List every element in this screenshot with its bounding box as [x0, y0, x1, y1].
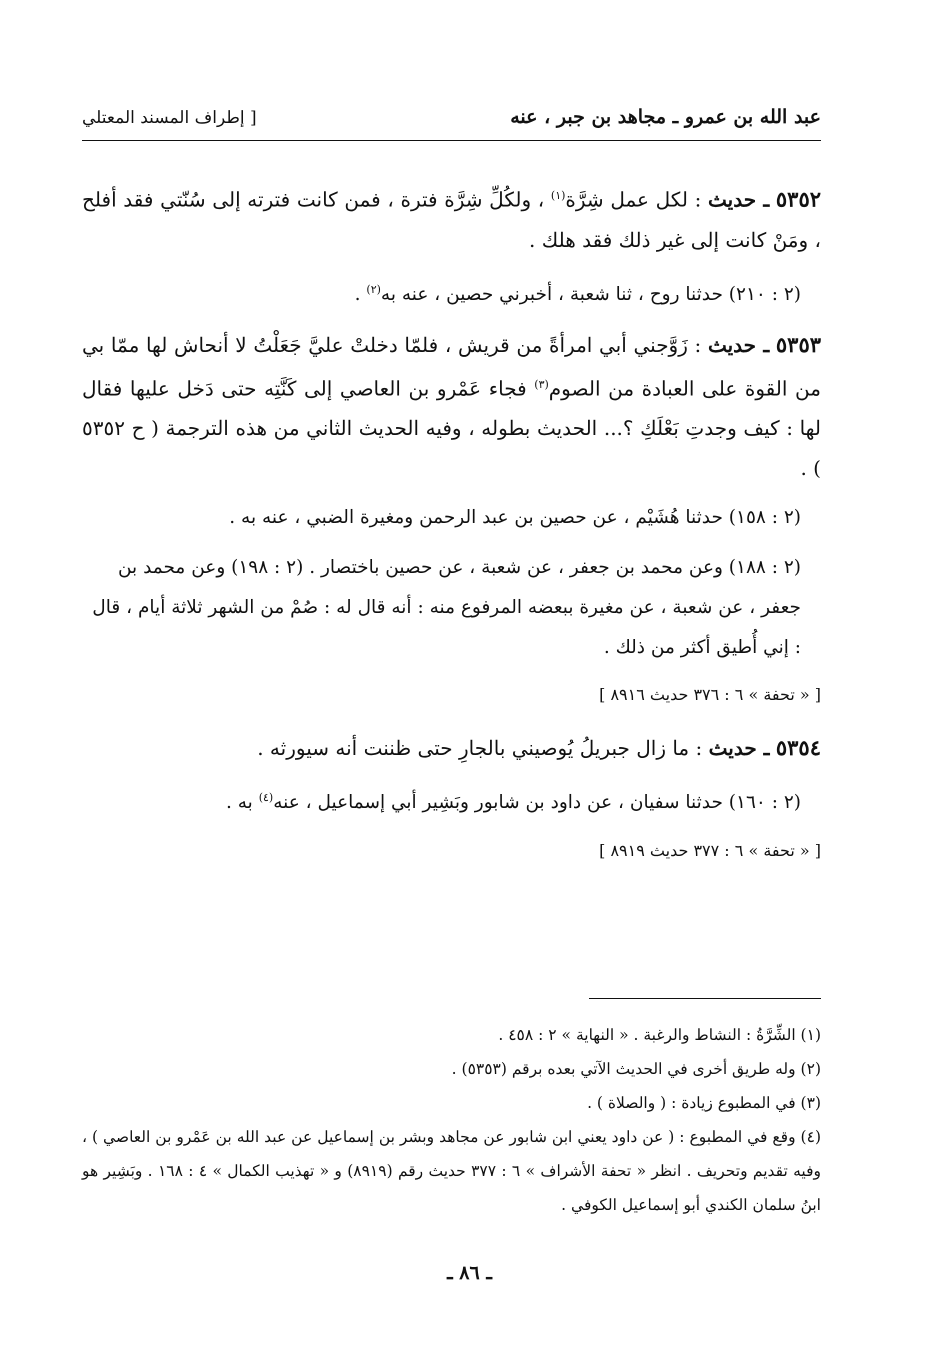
hadith-keyword: حديث [708, 736, 757, 761]
hadith-text: ، ولكُلِّ شِرَّة فترة ، فمن كانت فترته إلى سُنّتي فقد أفلح ، ومَنْ كانت إلى غير ذلك فقد هلك . [82, 187, 821, 252]
header-book-title: [ إطراف المسند المعتلي [82, 108, 257, 128]
hadith-text: فجاء عَمْرو بن العاصي إلى كَنَّتِه حتى دَخل عليها فقال لها : كيف وجدتِ بَعْلَكِ ؟... الحديث بطوله ، وفيه الحديث الثاني من هذه الترجمة ( ح ٥٣٥٢ ) . [82, 376, 821, 481]
hadith-number: ٥٣٥٢ [775, 186, 822, 212]
isnad-text: (٢ : ١٦٠) حدثنا سفيان ، عن داود بن شابور وبَشِير أبي إسماعيل ، عنه [273, 792, 801, 814]
footnote: (٤) وقع في المطبوع : ( عن داود يعني ابن شابور عن مجاهد وبشر بن إسماعيل عن عبد الله بن عَمْرو بن العاصي ) ، وفيه تقديم وتحريف . انظر « تحفة الأشراف » ٦ : ٣٧٧ حديث رقم (٨٩١٩) و « تهذيب الكمال » ٤ : ١٦٨ . وبَشِير هو ابنُ سلمان الكندي أبو إسماعيل الكوفي . [82, 1128, 822, 1214]
hadith-entry [82, 176, 821, 260]
footnote: (١) الشِّرَّةُ : النشاط والرغبة . « النهاية » ٢ : ٤٥٨ . [498, 1026, 821, 1044]
hadith-dash: ـ [756, 332, 770, 357]
footnote-separator [589, 998, 821, 999]
footnote: (٣) في المطبوع زيادة : ( والصلاة ) . [587, 1094, 821, 1112]
footnotes [82, 1018, 821, 1222]
hadith-entry [82, 728, 821, 768]
isnad-text: (٢ : ٢١٠) حدثنا روح ، ثنا شعبة ، أخبرني حصين ، عنه به [380, 283, 801, 305]
isnad-line [82, 270, 821, 315]
hadith-text: : ما زال جبريلُ يُوصيني بالجارِ حتى ظننت أنه سيورثه . [257, 736, 709, 761]
footnote-marker: (٤) [258, 791, 274, 805]
tuhfa-reference: [ « تحفة » ٦ : ٣٧٧ حديث ٨٩١٩ ] [599, 840, 821, 860]
hadith-text: : لكل عمل شِرَّة [565, 187, 708, 212]
footnote: (٢) وله طريق أخرى في الحديث الآتي بعده برقم (٥٣٥٣) . [451, 1060, 821, 1078]
hadith-entry [82, 325, 821, 489]
isnad-line [82, 778, 821, 823]
hadith-keyword: حديث [707, 332, 757, 357]
header-chapter-title: عبد الله بن عمرو ـ مجاهد بن جبر ، عنه [510, 106, 821, 128]
isnad-text: . [354, 283, 367, 305]
footnote-marker: (٢) [366, 282, 381, 296]
footnote-marker: (٣) [534, 377, 549, 391]
footnote-marker: (١) [550, 189, 566, 202]
isnad-line: (٢ : ١٥٨) حدثنا هُشَيْم ، عن حصين بن عبد الرحمن ومغيرة الضبي ، عنه به . [229, 507, 801, 529]
hadith-number: ٥٣٥٣ [775, 331, 822, 357]
running-header [82, 100, 821, 141]
hadith-keyword: حديث [708, 187, 757, 212]
main-text [82, 176, 821, 868]
isnad-line: (٢ : ١٨٨) وعن محمد بن جعفر ، عن شعبة ، عن حصين باختصار . (٢ : ١٩٨) وعن محمد بن جعفر ، عن شعبة ، عن مغيرة ببعضه المرفوع منه : أنه قال له : صُمْ من الشهر ثلاثة أيام ، قال : إني أُطيق أكثر من ذلك . [92, 557, 801, 659]
hadith-text: : زَوَّجني أبي امرأةً من قريش ، فلمّا دخلتْ عليَّ جَعَلْتُ لا أنحاش لها ممّا بي من القوة على العبادة من الصوم [82, 332, 821, 401]
hadith-number: ٥٣٥٤ [775, 735, 821, 761]
tuhfa-reference: [ « تحفة » ٦ : ٣٧٦ حديث ٨٩١٦ ] [599, 685, 821, 705]
page-number: ـ ٨٦ ـ [447, 1262, 492, 1284]
hadith-dash: ـ [756, 736, 770, 761]
hadith-dash: ـ [756, 187, 770, 212]
isnad-text: به . [225, 792, 259, 814]
